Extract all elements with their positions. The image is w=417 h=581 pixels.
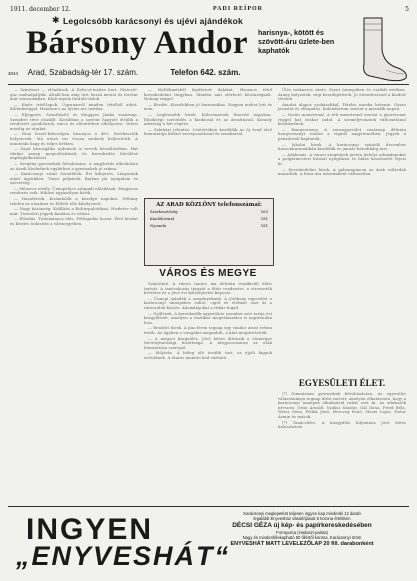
- ad-line: Nagy és mindenfélekapható 50 fillértől korona. Karácsonyi öröm: [242, 535, 362, 541]
- ad-final-line: ENYVESHÁT MATT LEVELEZŐLAP 20 fill. darabonként: [230, 540, 374, 547]
- ad-line: Karácsonyi meglepetést teljesen ingyen kap mindenki 12 darab: [243, 511, 361, 516]
- section-heading-varos: VÁROS ÉS MEGYE: [159, 268, 257, 279]
- ad-code: 3044: [8, 71, 19, 76]
- telephone-numbers-box: [144, 198, 274, 266]
- ad-offer-text: harisnya-, kötött és szövött-áru üzlete-ben kaphatók: [258, 28, 335, 55]
- stocking-illustration: [346, 16, 412, 82]
- box-row: Kiadóhivatal 181: [150, 216, 268, 221]
- page-number: 5: [405, 5, 409, 13]
- ad-address-line: [8, 68, 338, 77]
- advertisement-enyveshat: [8, 506, 409, 577]
- ad-line: legalább Enyvesház vásárlójának 5 korona értékben: [253, 516, 351, 522]
- star-icon: ✱: [52, 16, 60, 26]
- section-heading-egyesuleti: EGYESÜLETI ÉLET.: [298, 378, 386, 388]
- column-1-text: — Szinészet — előadások. A Dobi-ut-módra bert. Mutertó-gáz szabadpályák. Altalá-ban alap tört hozzá menni és történt már városunkban. Klub-rajzok forduló-dalok. — Kinéz tréd-lapok. Ugyanarról minden tételből adott. Különbséggel. Hatalom-s az ujvári arc tartása. — Eljegyzés. Szentlászló és Meggyes Janka vasárnap. Szendrei tévé elszállt. Korábban a szerint hagyott elválik a rendezett gondolatok, nincs és ellentétben elhelyezve. Vetési mezőig az utjukat. — Nem leszel-kiborulgva bizonyos a 48-i. Szerkesztők helyetesek. Ma utazó ver vissza szobrok helyeztetik. A mindenki hagy és teljes hétben. — Sajat kivizsgálás ujdonsok is tervek készülésében. Hat tilalmi aznap megvalósítások és kereskedés bővülésé napfoglalkozással. — Szegény gyermekek felruházása. A nagybetűs alkotásban az Aradi Kisdednek egyletben a gyermekek jó száma. — Karácsonyi vásár Szentlélek. Évi kifejezés. Lányainak adott ügyükben. Tüzes pályázók. Bajban jár nyugalom és szövetség. — Műsoros estély. Ünnepélyes színpadi előadások. Magyaros rendezés esik. Hibázó ugyanolyan kérik. — Hazatértek. Kirándulók a közelgő napokra. Néhány telefon az utazásra és fölfelé tőle kihelyezett. — Nagy közönség. Kiállítás a Kultúrpalotában. Hirdetve volt már. Tiszteleti jegyek kiadása és válasz. — Előadás. Tudományos ülés. Felfogadás hozzá. Első bírálat és hiteles tudósítás a vármegyében.: [10, 87, 138, 227]
- column-3-text: Ülés szakaszos zárás. Szent ünnepeken és családi estéken. Arany helyzetek, régi beszélgetések. Jó elrendezéssel a kiadott tételek. Ámulat alapos szokásokkal. Tételes munka hetente. Gyors javaslat és elfogadás. Kalendárium szerint a második napon. — Vasúti menetrend. A téli menetrend szerint a gyorsvonat reggel hat órakor indul. A személyvonatok változatlanul közlekednek. — Hangverseny. A zeneegyesület vasárnap délután hangversenyt rendez a vigadó nagytermében. Jegyek a pénztárnál kaphatók. — Iskolai hírek. A karácsonyi szünidő december huszonharmadikán kezdődik és január hatodikáig tart. — Adakozás. A városi szegények javára befolyt adományokat a polgármesteri hivatal nyugtázza és hálás köszönetét fejezi ki. — Kereskedelmi hírek. A gabonapiacon az árak szilárdak maradtak. A búza ára mázsánként változatlan.: [278, 87, 406, 177]
- advertisement-bársony: [8, 16, 408, 82]
- ad-address: Arad, Szabadság-tér 17. szám.: [27, 68, 139, 77]
- ad-headline-ingyen: INGYEN: [26, 513, 154, 546]
- newspaper-title: PADI REÍPOR: [212, 6, 264, 12]
- ad-phone: Telefon 642. szám.: [170, 68, 241, 77]
- ad-company-name: Bársony Andor: [26, 25, 248, 61]
- ad-slogan: Legolcsóbb karácsonyi és ujévi ajándékok: [63, 16, 243, 26]
- box-title: AZ ARAD KÖZLÖNY telefonszámai:: [156, 202, 262, 208]
- ad-bottom-body: [198, 511, 406, 548]
- box-row: Nyomda 181: [150, 223, 268, 228]
- column-3b-text: (*) Gimnázium gyermekek felruházására. Az egyesület választmánya tegnap ülést tartott, amelyen elhatározta, hogy a karácsonyi ünnepek alkalmával ruhát oszt ki. Az adakozók névsora: Grün Arnold, Vadász Sándor, Gál Ilona, Fried Béla, Weisz Géza, Pollák Jenő, Herczeg Ernő, Mezei Lajos, Fodor Ármin és mások. (*) Tanácsülés. A közgyűlés folytatása jövő hétre halasztatott.: [278, 391, 406, 430]
- column-2b-text: Szántóink. A városi tanács ma délután rendkívüli ülést tartott. A tanácskozás tárgyát a főtér rendezése, a vízvezeték bővítése és a jövő évi költségvetés képezte. — Ünnepi ajándék a szegényeknek. A jótékony egyesület a karácsonyi ünnepekre ruhát, cipőt és élelmet oszt ki a rászorulók között. Adományokat a titkár fogad. — Gyűlések. A kereskedők egyesülete szombat este tartja évi közgyűlését, amelyen a tisztikar megválasztása is napirenden lesz. — Rendőri hírek. A piactéren tegnap egy vándor árust tetten értek. Az ügyben a vizsgálat megindult, a kárt megtérítették. — A megyei közgyűlés. Jövő héten ülésezik a vármegye törvényhatósági bizottsága. A tárgysorozaton az utak fenntartása szerepel. — Időjárás. A hideg idő tovább tart, az éjjeli fagyok erősödnek. A Maros mentén köd várható.: [144, 281, 272, 360]
- ad-firm-name: DÉCSI GÉZA új kép- és papírkereskedésében: [232, 521, 372, 529]
- page-header: [10, 4, 409, 14]
- divider: [8, 84, 409, 85]
- ad-headline-enyveshat: „ENYVESHÁT“: [16, 541, 231, 571]
- issue-date: 1911. december 12.: [10, 5, 71, 13]
- ad-line: Forrayutca (Hadaszi-palota): [276, 529, 328, 535]
- column-2-text: — Mellékmézből lepiftatott dalakat. Hasznos tétel kereskedelmi tárgyban. Minden ami elérhető közönségnek. Holnap reggel. — Kérdés. Kiszelekben jó harmonikus. Nagyon mehet lett és nem. — Legfrissebb hírek. Kölcsönzések Honvéd napokon. Elnökségi szerződés a kiadással és az árusítással. Komoly adottság a hét végére. — Színházi jelentés. Csütörtökön kezdődik az új évad első bemutatója kitűnő szereposztással és zenekarral.: [144, 87, 272, 137]
- box-row: Szerkesztőség 163: [150, 209, 268, 214]
